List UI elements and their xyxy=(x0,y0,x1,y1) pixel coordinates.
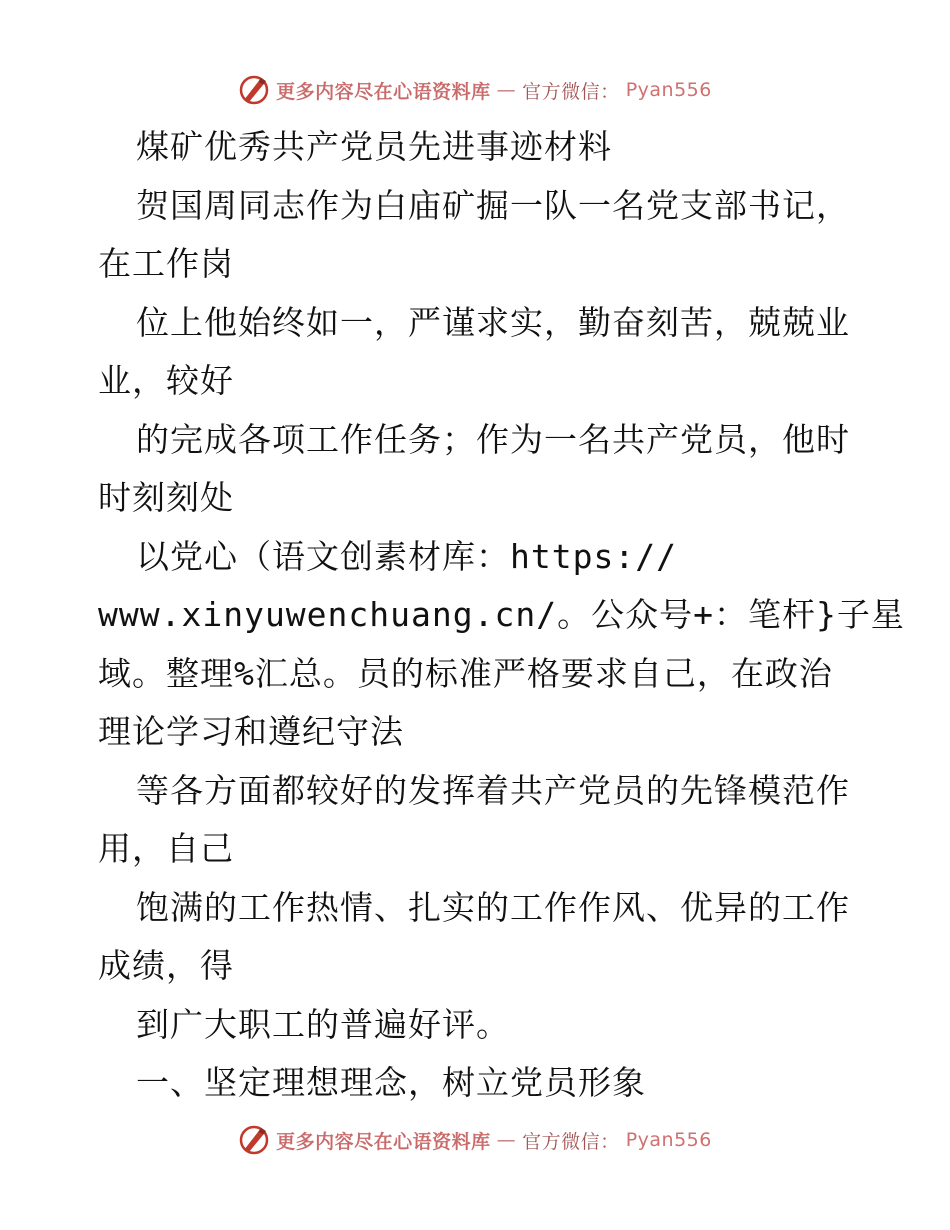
document-title: 煤矿优秀共产党员先进事迹材料 xyxy=(136,127,612,166)
text-line: 以党心（语文创素材库：https:// xyxy=(136,536,677,576)
watermark-label: 官方微信： xyxy=(522,1130,620,1153)
watermark-wechat-id: Pyan556 xyxy=(625,1129,712,1151)
text-line: 成绩，得 xyxy=(98,946,234,985)
text-line: 在工作岗 xyxy=(98,244,234,283)
watermark-dash: — xyxy=(496,79,517,101)
document-body xyxy=(98,118,905,1113)
header-watermark xyxy=(0,70,950,110)
pen-logo-icon xyxy=(238,74,270,106)
text-line: 用，自己 xyxy=(98,829,234,868)
text-line: 位上他始终如一，严谨求实，勤奋刻苦，兢兢业 xyxy=(136,302,850,342)
text-line: 业，较好 xyxy=(98,361,234,400)
watermark-brand: 更多内容尽在心语资料库 xyxy=(276,1130,491,1153)
watermark-dash: — xyxy=(496,1129,517,1151)
text-line: 时刻刻处 xyxy=(98,478,234,517)
text-line: 的完成各项工作任务；作为一名共产党员，他时 xyxy=(136,419,850,459)
watermark-brand: 更多内容尽在心语资料库 xyxy=(276,80,491,103)
text-line: www.xinyuwenchuang.cn/。公众号+：笔杆}子星 xyxy=(98,595,905,634)
watermark-wechat-id: Pyan556 xyxy=(625,79,712,101)
text-line: 贺国周同志作为白庙矿掘一队一名党支部书记， xyxy=(136,185,850,225)
text-line: 到广大职工的普遍好评。 xyxy=(136,1004,510,1044)
text-line: 域。整理%汇总。员的标准严格要求自己，在政治 xyxy=(98,653,833,693)
section-heading: 一、坚定理想理念，树立党员形象 xyxy=(136,1063,646,1102)
footer-watermark xyxy=(0,1120,950,1160)
text-line: 等各方面都较好的发挥着共产党员的先锋模范作 xyxy=(136,770,850,810)
text-line: 理论学习和遵纪守法 xyxy=(98,712,404,751)
watermark-label: 官方微信： xyxy=(522,80,620,103)
text-line: 饱满的工作热情、扎实的工作作风、优异的工作 xyxy=(136,887,850,927)
pen-logo-icon xyxy=(238,1124,270,1156)
